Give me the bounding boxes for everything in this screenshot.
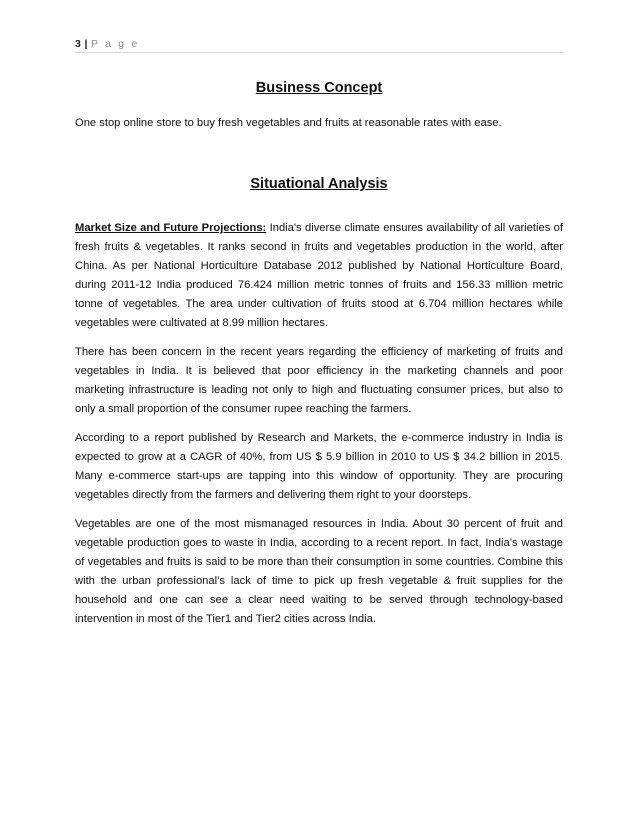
market-size-subheading: Market Size and Future Projections: [75, 222, 267, 234]
page-header [75, 38, 139, 50]
page-label: P a g e [91, 38, 140, 50]
business-concept-text: One stop online store to buy fresh vegetables and fruits at reasonable rates with ease. [75, 117, 502, 129]
business-concept-heading: Business Concept [255, 80, 383, 96]
wastage-paragraph: Vegetables are one of the most mismanaged resources in India. About 30 percent of fruit and vegetable production goes to waste in India, according to a recent report. In fact, India’s wastage of vegetables and fruits is said to be more than their consumption in some countries. Combine this with the urban professional’s lack of time to pick up fresh vegetable & fruit supplies for the household and one can see a clear need waiting to be served through technology-based intervention in most of the Tier1 and Tier2 cities across India. [75, 518, 563, 625]
situational-analysis-heading: Situational Analysis [250, 176, 388, 192]
market-size-paragraph [75, 219, 563, 333]
page-number: 3 [75, 38, 82, 50]
header-rule [75, 52, 563, 53]
page-content [75, 78, 563, 629]
header-separator: | [84, 38, 88, 50]
marketing-efficiency-paragraph: There has been concern in the recent years regarding the efficiency of marketing of fruits and vegetables in India. It is believed that poor efficiency in the marketing channels and poor marketing infrastructure is leading not only to high and fluctuating consumer prices, but also to only a small proportion of the consumer rupee reaching the farmers. [75, 346, 563, 415]
ecommerce-growth-paragraph: According to a report published by Research and Markets, the e-commerce industry in India is expected to grow at a CAGR of 40%, from US $ 5.9 billion in 2010 to US $ 34.2 billion in 2015. Many e-commerce start-ups are tapping into this window of opportunity. They are procuring vegetables directly from the farmers and delivering them right to your doorsteps. [75, 432, 563, 501]
market-size-text: India's diverse climate ensures availability of all varieties of fresh fruits & vegetables. It ranks second in fruits and vegetables production in the world, after China. As per National Horticulture Database 2012 published by National Horticulture Board, during 2011-12 India produced 76.424 million metric tonnes of fruits and 156.33 million metric tonne of vegetables. The area under cultivation of fruits stood at 6.704 million hectares while vegetables were cultivated at 8.99 million hectares. [75, 222, 563, 329]
